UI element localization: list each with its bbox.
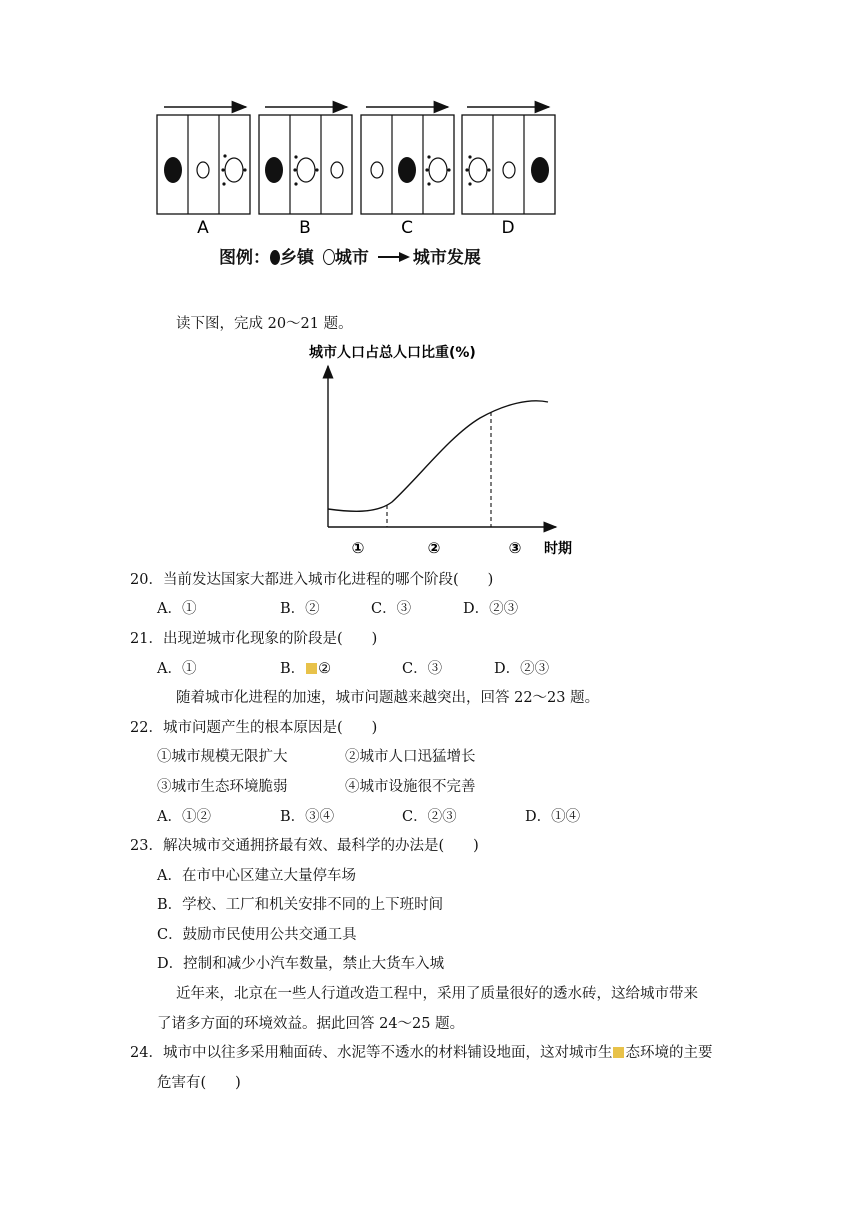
highlight-mark [613, 1047, 624, 1058]
panel-label-c: C [401, 218, 413, 238]
q21-option-c: C．③ [402, 661, 443, 677]
legend-city: 城市 [334, 248, 369, 268]
intro-20-21: 读下图，完成 20～21 题。 [176, 316, 353, 332]
q21-stem: 21．出现逆城市化现象的阶段是( ) [130, 631, 378, 647]
q22-item-3: ③城市生态环境脆弱 [157, 779, 288, 795]
city-icon [297, 158, 315, 182]
stage-label-2: ② [427, 539, 441, 557]
q23-option-b: B．学校、工厂和机关安排不同的上下班时间 [157, 897, 444, 913]
town-legend-icon [270, 250, 280, 265]
q22-item-2: ②城市人口迅猛增长 [345, 749, 476, 765]
city-icon [225, 158, 243, 182]
panel-b [259, 107, 352, 214]
x-axis-label: 时期 [544, 541, 572, 557]
legend-arrow: 城市发展 [412, 248, 481, 268]
panel-a [157, 107, 250, 214]
q23-stem: 23．解决城市交通拥挤最有效、最科学的办法是( ) [130, 838, 479, 854]
city-icon [503, 162, 515, 178]
panel-label-a: A [197, 218, 209, 238]
q24-stem-line2: 危害有( ) [157, 1075, 241, 1091]
q22-option-d: D．①④ [525, 809, 581, 825]
legend-town: 乡镇 [280, 248, 314, 268]
q23-option-a: A．在市中心区建立大量停车场 [157, 868, 356, 884]
q20-option-a: A．① [157, 601, 197, 617]
town-icon [265, 157, 283, 183]
intro-24-25-line2: 了诸多方面的环境效益。据此回答 24～25 题。 [157, 1016, 465, 1032]
q21-option-d: D．②③ [494, 661, 550, 677]
q23-option-c: C．鼓励市民使用公共交通工具 [157, 927, 357, 943]
town-icon [398, 157, 416, 183]
legend-prefix: 图例： [219, 248, 270, 268]
urban-development-figure [150, 98, 570, 238]
intro-24-25-line1: 近年来，北京在一些人行道改造工程中，采用了质量很好的透水砖，这给城市带来 [176, 986, 698, 1002]
q22-option-b: B．③④ [280, 809, 335, 825]
q22-option-c: C．②③ [402, 809, 457, 825]
panel-label-b: B [299, 218, 311, 238]
city-icon [371, 162, 383, 178]
q22-item-4: ④城市设施很不完善 [345, 779, 476, 795]
q24-stem-line1: 24．城市中以往多采用釉面砖、水泥等不透水的材料铺设地面，这对城市生 态环境的主要 [130, 1045, 713, 1061]
panel-d [462, 107, 555, 214]
city-legend-icon [323, 249, 335, 265]
stage-label-3: ③ [508, 539, 522, 557]
q22-option-a: A．①② [157, 809, 211, 825]
city-icon [331, 162, 343, 178]
q20-stem: 20．当前发达国家大都进入城市化进程的哪个阶段( ) [130, 572, 494, 588]
city-icon [469, 158, 487, 182]
q20-option-b: B．② [280, 601, 320, 617]
highlight-mark [306, 663, 317, 674]
city-icon [197, 162, 209, 178]
q20-option-d: D．②③ [463, 601, 519, 617]
intro-22-23: 随着城市化进程的加速，城市问题越来越突出，回答 22～23 题。 [176, 690, 600, 706]
panel-c [361, 107, 454, 214]
stage-label-1: ① [351, 539, 365, 557]
urbanization-curve [328, 401, 548, 512]
city-icon [429, 158, 447, 182]
q20-option-c: C．③ [371, 601, 412, 617]
q21-option-b: B． ② [280, 661, 332, 677]
q21-option-a: A．① [157, 661, 197, 677]
urbanization-chart [300, 338, 590, 564]
panel-label-d: D [501, 218, 515, 238]
q22-item-1: ①城市规模无限扩大 [157, 749, 288, 765]
y-axis-label: 城市人口占总人口比重(%) [309, 345, 476, 361]
town-icon [164, 157, 182, 183]
figure-legend [219, 243, 481, 268]
town-icon [531, 157, 549, 183]
q23-option-d: D．控制和减少小汽车数量，禁止大货车入城 [157, 956, 445, 972]
q22-stem: 22．城市问题产生的根本原因是( ) [130, 720, 378, 736]
arrow-legend-icon [377, 251, 411, 263]
